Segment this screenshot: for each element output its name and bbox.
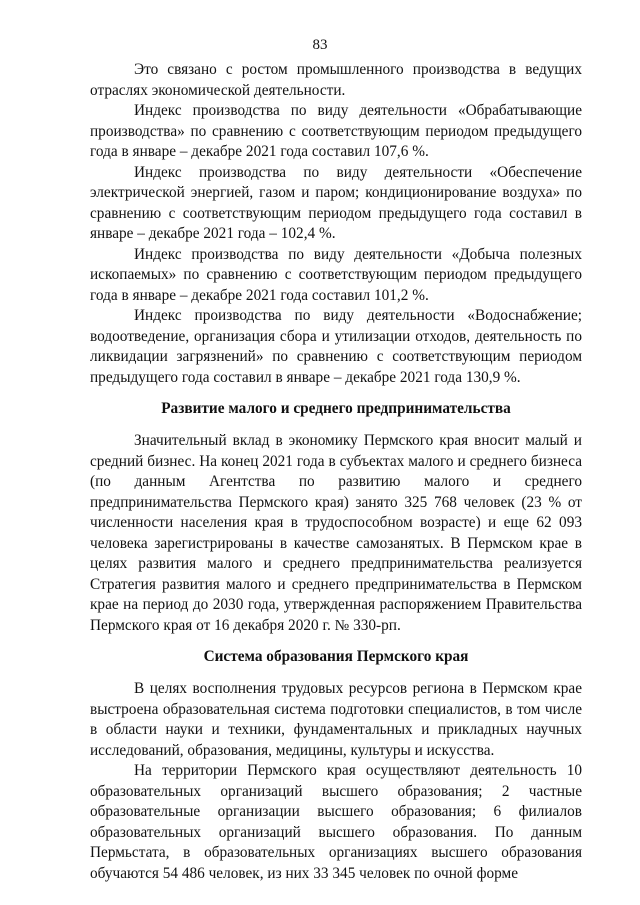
paragraph-sme-contribution: Значительный вклад в экономику Пермского края вносит малый и средний бизнес. На конец 2021 года в субъектах малого и среднего бизнеса (по данным Агентства по развитию малого и среднего предпринимательства Пермского края) занято 325 768 человек (23 % от численности населения края в трудоспособном возрасте) и еще 62 093 человека зарегистрированы в качестве самозанятых. В Пермском крае в целях развития малого и среднего предпринимательства реализуется Стратегия развития малого и среднего предпринимательства в Пермском крае на период до 2030 года, утвержденная распоряжением Правительства Пермского края от 16 декабря 2020 г. № 330-рп. xyxy=(90,432,582,634)
page-number: 83 xyxy=(312,37,328,53)
paragraph-manufacturing-index: Индекс производства по виду деятельности «Обрабатывающие производства» по сравнению с соответствующим периодом предыдущего года в январе – декабре 2021 года составил 107,6 %. xyxy=(90,102,582,160)
heading-education-system: Система образования Пермского края xyxy=(203,648,469,665)
paragraph-mining-index: Индекс производства по виду деятельности «Добыча полезных ископаемых» по сравнению с соответствующим периодом предыдущего года в январе – декабре 2021 года составил 101,2 %. xyxy=(90,245,582,304)
document-body xyxy=(90,60,582,884)
paragraph-energy-index: Индекс производства по виду деятельности «Обеспечение электрической энергией, газом и паром; кондиционирование воздуха» по сравнению с соответствующим периодом предыдущего года составил в январе – декабре 2021 года – 102,4 %. xyxy=(90,163,582,242)
paragraph-water-supply-index: Индекс производства по виду деятельности «Водоснабжение; водоотведение, организация сбора и утилизации отходов, деятельность по ликвидации загрязнений» по сравнению с соответствующим периодом предыдущего года составил в январе – декабре 2021 года 130,9 %. xyxy=(90,307,582,386)
paragraph-higher-education-institutions: На территории Пермского края осуществляют деятельность 10 образовательных организаций высшего образования; 2 частные образовательные организации высшего образования; 6 филиалов образовательных организаций высшего образования. По данным Пермьстата, в образовательных организациях высшего образования обучаются 54 486 человек, из них 33 345 человек по очной форме xyxy=(90,762,582,882)
paragraph-education-workforce: В целях восполнения трудовых ресурсов региона в Пермском крае выстроена образовательная система подготовки специалистов, в том числе в области науки и техники, фундаментальных и прикладных научных исследований, образования, медицины, культуры и искусства. xyxy=(90,680,582,759)
heading-sme-development: Развитие малого и среднего предпринимательства xyxy=(161,400,511,417)
paragraph-industrial-growth: Это связано с ростом промышленного производства в ведущих отраслях экономической деятельности. xyxy=(90,61,582,99)
